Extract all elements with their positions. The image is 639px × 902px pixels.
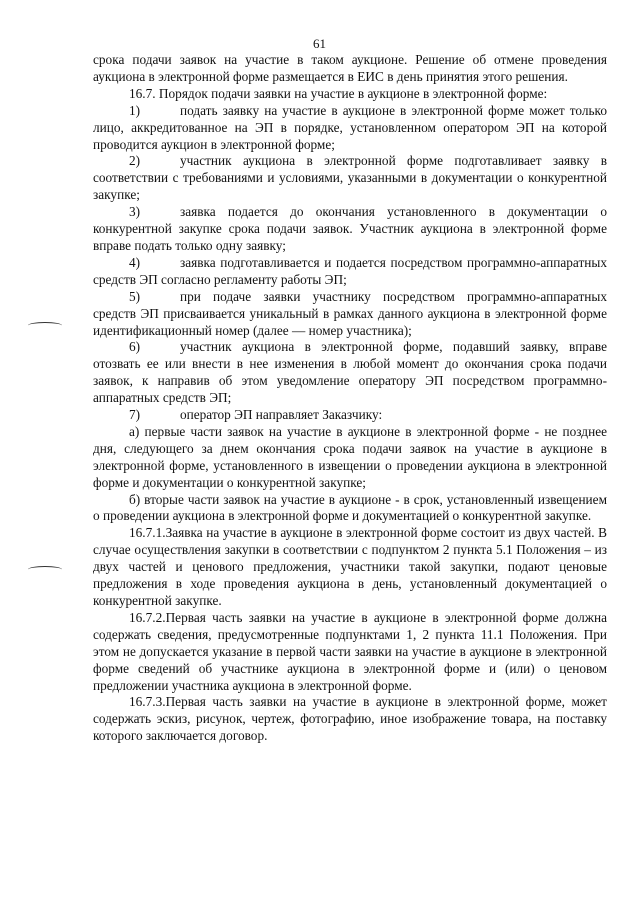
paragraph: 7) оператор ЭП направляет Заказчику: [129, 407, 383, 423]
paragraph: 5) при подаче заявки участнику посредством программно-аппаратных средств ЭП присваивается уникальный в рамках данного аукциона в электронной форме идентификационный номер (далее — номер участника); [93, 288, 607, 338]
paragraph: 16.7.2.Первая часть заявки на участие в аукционе в электронной форме должна содержать сведения, предусмотренные подпунктами 1, 2 пункта 11.1 Положения. При этом не допускается указание в первой части заявки на участие в аукционе в электронной форме сведений об участнике аукциона в электронной форме и (или) о ценовом предложении участника аукциона в электронной форме. [93, 609, 607, 693]
margin-mark [28, 322, 62, 329]
paragraph: 6) участник аукциона в электронной форме, подавший заявку, вправе отозвать ее или внести в нее изменения в любой момент до окончания срока подачи заявок, к направив об этом уведомление оператору ЭП посредством программно-аппаратных средств ЭП; [93, 339, 607, 406]
paragraph: 16.7.1.Заявка на участие в аукционе в электронной форме состоит из двух частей. В случае осуществления закупки в соответствии с подпунктом 2 пункта 5.1 Положения – из двух частей и ценового предложения, участники такой закупки, подают ценовые предложения в ходе проведения аукциона в день, установленный документацией о конкурентной закупке. [93, 525, 607, 608]
paragraph: 16.7.3.Первая часть заявки на участие в аукционе в электронной форме, может содержать эскиз, рисунок, чертеж, фотографию, иное изображение товара, на поставку которого заключается договор. [93, 694, 607, 744]
paragraph: срока подачи заявок на участие в таком аукционе. Решение об отмене проведения аукциона в электронной форме размещается в ЕИС в день принятия этого решения. [93, 52, 607, 84]
paragraph: 3) заявка подается до окончания установленного в документации о конкурентной закупке срока подачи заявок. Участник аукциона в электронной форме вправе подать только одну заявку; [93, 204, 607, 253]
document-body [93, 52, 607, 745]
paragraph: 16.7. Порядок подачи заявки на участие в аукционе в электронной форме: [129, 85, 548, 101]
paragraph: 2) участник аукциона в электронной форме подготавливает заявку в соответствии с требованиями и условиями, указанными в документации о конкурентной закупке; [93, 153, 607, 203]
paragraph: б) вторые части заявок на участие в аукционе - в срок, установленный извещением о проведении аукциона в электронной форме и документацией о конкурентной закупке. [93, 491, 607, 524]
margin-mark [28, 566, 62, 573]
paragraph: а) первые части заявок на участие в аукционе в электронной форме - не позднее дня, следующего за днем окончания срока подачи заявок на участие в аукционе в электронной форме, установленного в извещении о проведении аукциона в электронной форме и документации о конкурентной закупке; [93, 423, 607, 490]
page-number: 61 [313, 36, 326, 51]
paragraph: 1) подать заявку на участие в аукционе в электронной форме может только лицо, аккредитованное на ЭП в порядке, установленном оператором ЭП на которой проводится аукцион в электронной форме; [93, 102, 607, 152]
paragraph: 4) заявка подготавливается и подается посредством программно-аппаратных средств ЭП согласно регламенту работы ЭП; [93, 254, 607, 287]
